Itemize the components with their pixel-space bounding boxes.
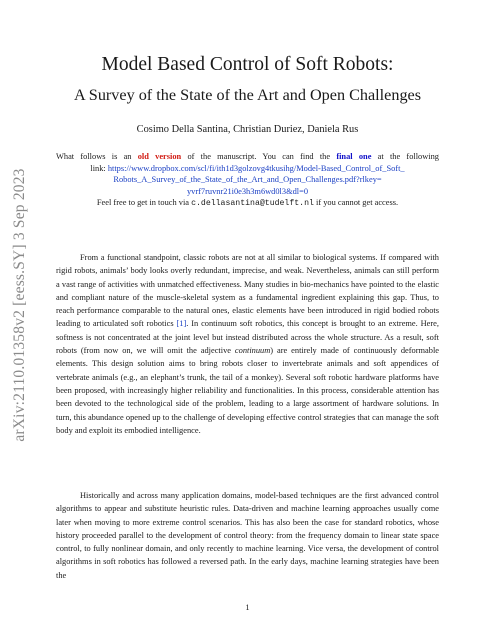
contact-suffix: if you cannot get access. [313, 198, 399, 207]
arxiv-identifier: arXiv:2110.01358v2 [eess.SY] 3 Sep 2023 [11, 168, 28, 442]
dropbox-link-part-2[interactable]: Robots_A_Survey_of_the_State_of_the_Art_and_Open_Challenges.pdf?rlkey= [113, 175, 382, 184]
link-label: link: [90, 163, 108, 173]
version-note-line [56, 151, 439, 163]
contact-line [56, 197, 439, 210]
dropbox-link-part-3[interactable]: yvrf7ruvnr21i0e3h3m6wd0l3&dl=0 [186, 186, 309, 196]
paper-title: Model Based Control of Soft Robots: [101, 54, 394, 75]
paper-subtitle: A Survey of the State of the Art and Open Challenges [73, 86, 422, 104]
dropbox-link-part-1[interactable]: https://www.dropbox.com/scl/fi/ith1d3golzovg4tkusihg/Model-Based_Control_of_Soft_ [107, 163, 405, 173]
paragraph1-text-end: ) are entirely made of continuously deformable elements. This design solution aims to bring robots closer to invertebrate animals and soft appendices of vertebrate animals (e.g., an elephant’s trunk, the tail of a monkey). Several soft robotic hardware platforms have been proposed, with increasingly higher reliability and functionalities. In this process, considerable attention has been devoted to the technological side of the problem, leading to a large assortment of hardware solutions. In turn, this abundance opened up to the challenge of developing effective control strategies that can manage the soft body and exploit its embodied intelligence. [56, 346, 439, 435]
note-middle: of the manuscript. You can find the [181, 152, 337, 161]
link-line-3 [56, 186, 439, 198]
author-list: Cosimo Della Santina, Christian Duriez, Daniela Rus [136, 124, 359, 135]
body-paragraph-2 [56, 489, 439, 582]
paragraph1-text: From a functional standpoint, classic robots are not at all similar to biological systems. If compared with rigid robots, animals’ body looks overly redundant, imprecise, and weak. Nevertheless, animals can still perform a vast range of activities with unmatched effectiveness. Many studies in bio-mechanics have pointed to the elastic and compliant nature of the muscle-skeletal system as a fundamental ingredient explaining this gap. Thus, to reach performance comparable to the natural ones, elastic elements have been introduced in rigid bodied robots leading to articulated soft robotics [56, 253, 439, 329]
link-line-1 [56, 163, 439, 175]
link-line-2 [56, 174, 439, 186]
paragraph1-text-cont: . In continuum soft robotics, this concept is brought to an extreme. Here, softness is not concentrated at the joint level but instead distributed across the whole structure. As a result, soft robots (from now on, we will omit the adjective [56, 319, 439, 356]
arxiv-stamp [6, 160, 34, 450]
paragraph2-text: Historically and across many application domains, model-based techniques are the first advanced control algorithms to appear and substitute heuristic rules. Data-driven and machine learning approaches usually come later when moving to more extreme control scenarios. This has also been the case for standard robotics, whose history proceeded parallel to the development of control theory: from the frequency domain to linear state space control, to fully nonlinear domain, and only recently to machine learning. Vice versa, the development of control algorithms in soft robotics has followed a reversed path. In the early days, machine learning strategies have been the [56, 491, 439, 580]
old-version-label: old version [137, 152, 182, 161]
emphasis-continuum: continuum [234, 346, 271, 356]
final-version-label: final one [336, 152, 372, 161]
note-suffix: at the following [371, 152, 439, 161]
contact-prefix: Feel free to get in touch via [96, 198, 192, 207]
page-number: 1 [245, 603, 250, 612]
note-prefix: What follows is an [56, 152, 138, 161]
body-paragraph-1 [56, 251, 439, 437]
citation-link[interactable]: [1] [176, 319, 187, 329]
email-address[interactable]: c.dellasantina@tudelft.nl [191, 199, 314, 208]
version-note [56, 151, 439, 210]
